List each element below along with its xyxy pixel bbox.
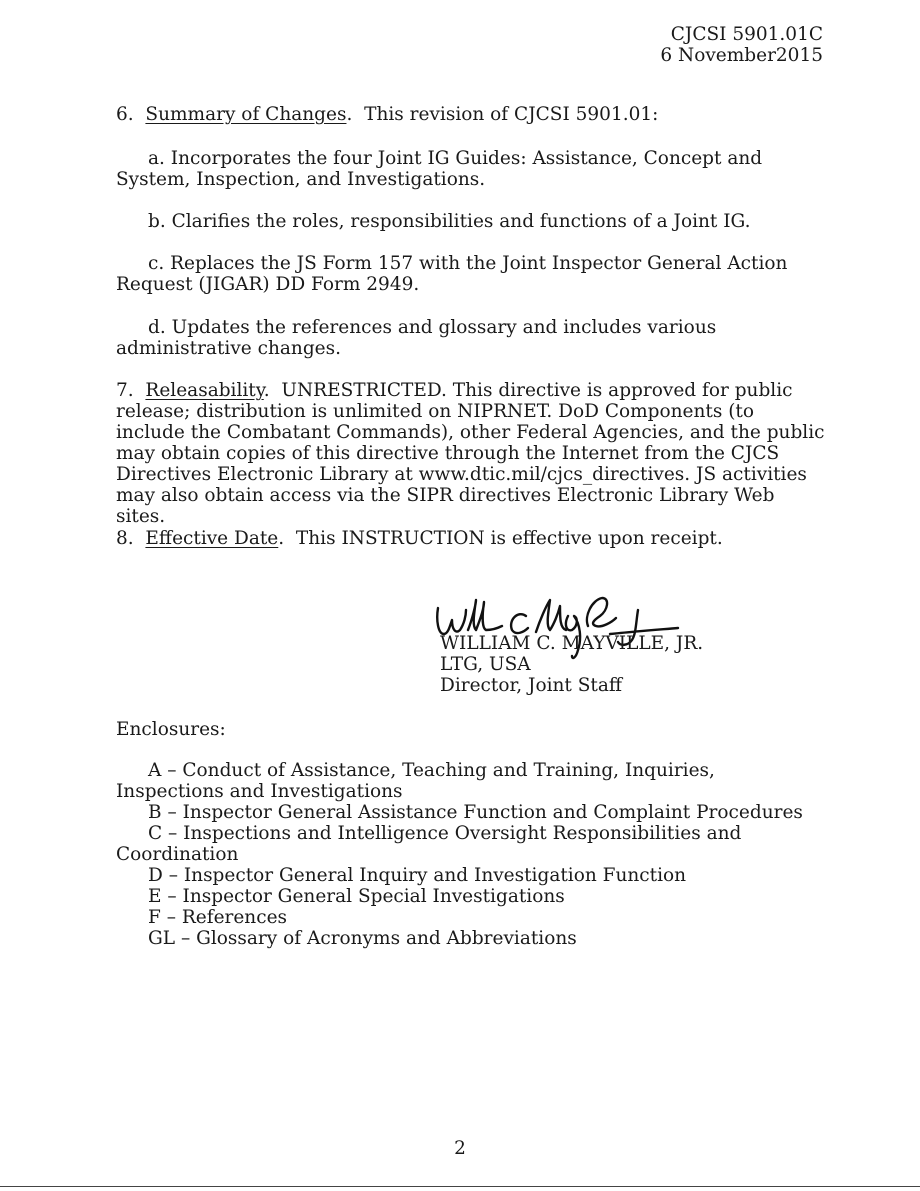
signer-title: Director, Joint Staff <box>440 675 623 696</box>
section-6-number: 6. <box>116 104 134 125</box>
enclosure-item: C – Inspections and Intelligence Oversight Responsibilities and Coordination <box>116 823 742 865</box>
section-7: 7. Releasability. UNRESTRICTED. This directive is approved for public release; distribution is unlimited on NIPRNET. DoD Components (to include the Combatant Commands), other Federal Agencies, and the public may obtain copies of this directive through the Internet from the CJCS Directives Electronic Library at www.dtic.mil/cjcs_directives. JS activities may also obtain access via the SIPR directives Electronic Library Web sites. <box>116 380 825 527</box>
doc-date: 6 November2015 <box>660 45 823 66</box>
page-number: 2 <box>454 1138 466 1159</box>
enclosures-label: Enclosures: <box>116 719 226 740</box>
enclosure-item: D – Inspector General Inquiry and Investigation Function <box>148 865 687 886</box>
section-6: 6. Summary of Changes. This revision of CJCSI 5901.01: <box>116 104 659 125</box>
section-6-item-a: a. Incorporates the four Joint IG Guides: Assistance, Concept and System, Inspection, and Investigations. <box>116 148 763 190</box>
section-8-text: This INSTRUCTION is effective upon receipt. <box>295 528 723 549</box>
section-6-item-b: b. Clarifies the roles, responsibilities and functions of a Joint IG. <box>148 211 751 232</box>
section-6-item-d: d. Updates the references and glossary and includes various administrative changes. <box>116 317 717 359</box>
signer-rank: LTG, USA <box>440 654 531 675</box>
section-7-heading: Releasability <box>145 380 264 401</box>
signer-name: WILLIAM C. MAYVILLE, JR. <box>440 633 704 654</box>
bottom-divider <box>0 1186 920 1187</box>
section-6-text: This revision of CJCSI 5901.01: <box>364 104 659 125</box>
doc-number: CJCSI 5901.01C <box>670 24 823 45</box>
section-8-number: 8. <box>116 528 134 549</box>
section-6-item-c: c. Replaces the JS Form 157 with the Joint Inspector General Action Request (JIGAR) DD Form 2949. <box>116 253 788 295</box>
enclosure-item: A – Conduct of Assistance, Teaching and Training, Inquiries, Inspections and Investigations <box>116 760 715 802</box>
signature-lines <box>440 633 703 696</box>
enclosure-item: B – Inspector General Assistance Function and Complaint Procedures <box>148 802 803 823</box>
section-7-text: UNRESTRICTED. This directive is approved for public release; distribution is unlimited on NIPRNET. DoD Components (to include the Combatant Commands), other Federal Agencies, and the public may obtain copies of this directive through the Internet from the CJCS Directives Electronic Library at www.dtic.mil/cjcs_directives. JS activities may also obtain access via the SIPR directives Electronic Library Web sites. <box>116 380 825 527</box>
section-8-heading: Effective Date <box>145 528 279 549</box>
section-7-number: 7. <box>116 380 134 401</box>
enclosures-list <box>116 760 828 949</box>
enclosure-item: F – References <box>148 907 288 928</box>
page-header <box>660 24 823 66</box>
enclosure-item: GL – Glossary of Acronyms and Abbreviations <box>148 928 577 949</box>
section-8: 8. Effective Date. This INSTRUCTION is effective upon receipt. <box>116 528 723 549</box>
section-6-heading: Summary of Changes <box>145 104 347 125</box>
enclosure-item: E – Inspector General Special Investigations <box>148 886 565 907</box>
